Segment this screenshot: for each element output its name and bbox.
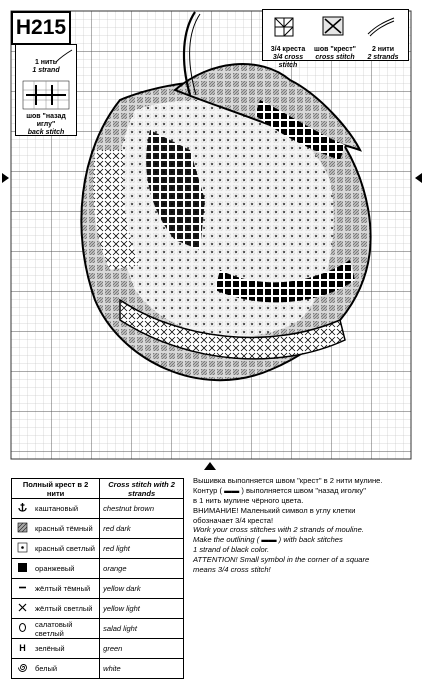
note-en-line: means 3/4 cross stitch! — [193, 565, 271, 574]
svg-text:H: H — [18, 643, 26, 653]
color-key-row — [12, 559, 184, 579]
cross-stitch-icon — [321, 15, 347, 39]
color-name-en: red dark — [100, 519, 184, 539]
stitch-type-legend — [262, 9, 409, 69]
strands-label-en: 2 strands — [367, 54, 399, 61]
color-name-ru: салатовый светлый — [32, 619, 100, 639]
note-ru-line: Вышивка выполняется швом "крест" в 2 нити мулине. — [193, 476, 383, 485]
color-name-en: white — [100, 659, 184, 679]
color-name-en: orange — [100, 559, 184, 579]
color-key-row — [12, 519, 184, 539]
note-en-line: 1 strand of black color. — [193, 545, 270, 554]
note-en-line: Make the outlining ( ▬▬ ) with back stitches — [193, 535, 343, 544]
spiral-icon — [12, 659, 33, 679]
color-name-ru: белый — [32, 659, 100, 679]
instructions-ru — [193, 476, 415, 526]
color-name-ru: жёлтый тёмный — [32, 579, 100, 599]
color-key-row — [12, 619, 184, 639]
strand-label-en: 1 strand — [32, 67, 60, 74]
hatched-square-icon — [12, 519, 33, 539]
color-name-ru: оранжевый — [32, 559, 100, 579]
color-name-en: green — [100, 639, 184, 659]
back-stitch-label-ru: шов "назад иглу" — [26, 113, 66, 128]
color-key-row — [12, 599, 184, 619]
table-header-ru: Полный крест в 2 нити — [12, 479, 100, 499]
note-en-line: ATTENTION! Small symbol in the corner of a square — [193, 555, 370, 564]
cross-label-ru: шов "крест" — [314, 46, 356, 53]
color-name-en: yellow dark — [100, 579, 184, 599]
note-ru-line: в 1 нить мулине чёрного цвета. — [193, 496, 304, 505]
center-arrow-bottom-icon — [204, 462, 216, 470]
two-strand-thread-icon — [366, 16, 396, 38]
instructions-en — [193, 525, 415, 575]
note-en-line: Work your cross stitches with 2 strands of mouline. — [193, 525, 364, 534]
center-arrow-left-icon — [2, 173, 9, 183]
three-quarter-label-en: 3/4 cross stitch — [272, 54, 304, 69]
x-icon — [12, 599, 33, 619]
color-name-en: yellow light — [100, 599, 184, 619]
color-name-ru: красный тёмный — [32, 519, 100, 539]
color-name-ru: жёлтый светлый — [32, 599, 100, 619]
strand-label-ru: 1 нить — [34, 59, 58, 66]
color-name-ru: красный светлый — [32, 539, 100, 559]
color-key-row — [12, 579, 184, 599]
filled-square-icon — [12, 559, 33, 579]
color-key-row — [12, 539, 184, 559]
back-stitch-legend — [15, 44, 77, 136]
three-quarter-stitch-icon — [274, 17, 296, 39]
color-key-row — [12, 639, 184, 659]
dotted-square-icon — [12, 539, 33, 559]
back-stitch-label-en: back stitch — [27, 129, 65, 136]
note-ru-line: Контур ( ▬▬ ) выполняется швом "назад иголку" — [193, 486, 366, 495]
center-arrow-right-icon — [415, 173, 422, 183]
strands-label-ru: 2 нити — [371, 46, 395, 53]
note-ru-line: обозначает 3/4 креста! — [193, 516, 274, 525]
color-name-en: red light — [100, 539, 184, 559]
color-name-ru: зелёный — [32, 639, 100, 659]
note-ru-line: ВНИМАНИЕ! Маленький символ в углу клетки — [193, 506, 356, 515]
back-stitch-icon — [22, 80, 70, 110]
pattern-code: H215 — [11, 11, 71, 45]
color-key-row — [12, 659, 184, 679]
dash-icon — [12, 579, 33, 599]
cross-label-en: cross stitch — [315, 54, 355, 61]
color-name-ru: каштановый — [32, 499, 100, 519]
anchor-icon — [12, 499, 33, 519]
color-name-en: salad light — [100, 619, 184, 639]
table-header-en: Cross stitch with 2 strands — [100, 479, 184, 499]
h-letter-icon — [12, 639, 33, 659]
oval-icon — [12, 619, 33, 639]
three-quarter-label-ru: 3/4 креста — [270, 46, 306, 53]
color-name-en: chestnut brown — [100, 499, 184, 519]
color-key-table — [11, 478, 184, 679]
color-key-row — [12, 499, 184, 519]
